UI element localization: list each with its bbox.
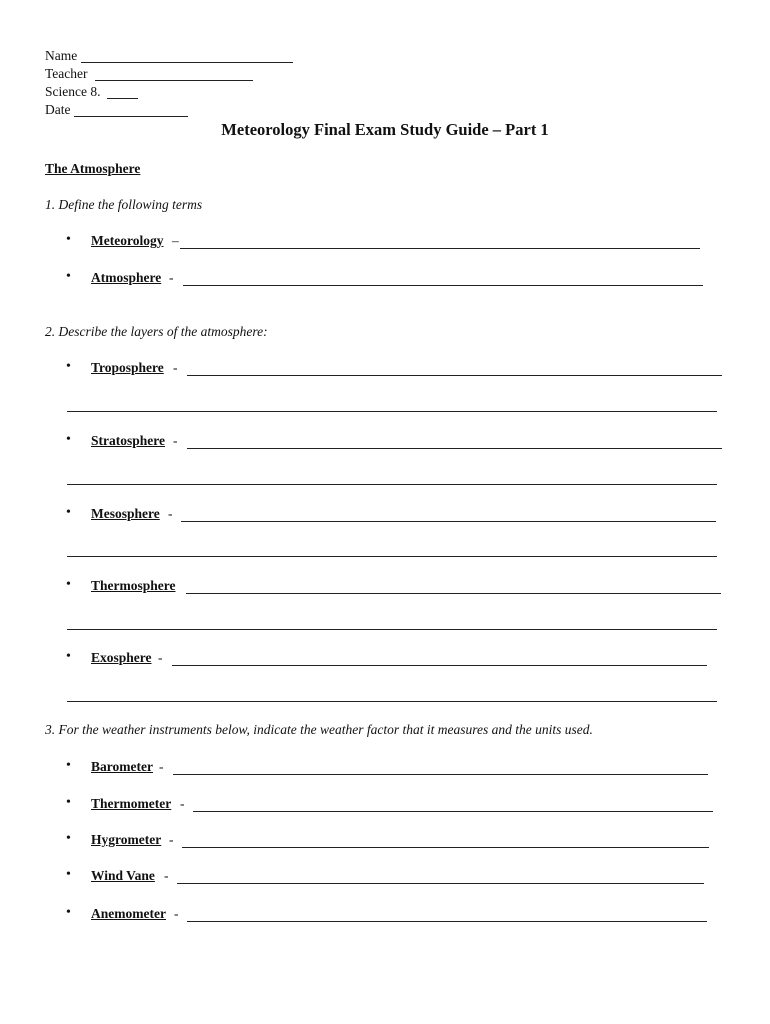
- date-field[interactable]: [74, 116, 188, 117]
- teacher-field[interactable]: [95, 80, 253, 81]
- q2-prompt: 2. Describe the layers of the atmosphere:: [45, 324, 268, 339]
- bullet-icon: •: [66, 831, 71, 846]
- name-field[interactable]: [81, 62, 293, 63]
- teacher-label: Teacher: [45, 66, 88, 81]
- bullet-icon: •: [66, 905, 71, 920]
- term-separator: -: [173, 360, 178, 375]
- bullet-icon: •: [66, 867, 71, 882]
- answer-line-thermosphere-2[interactable]: [67, 629, 717, 630]
- term-stratosphere: Stratosphere: [91, 433, 165, 448]
- q3-prompt: 3. For the weather instruments below, indicate the weather factor that it measures and the units used.: [45, 722, 593, 737]
- answer-line-anemometer[interactable]: [187, 921, 707, 922]
- term-meteorology: Meteorology: [91, 233, 164, 248]
- bullet-icon: •: [66, 359, 71, 374]
- term-separator: -: [168, 506, 173, 521]
- answer-line-atmosphere[interactable]: [183, 285, 703, 286]
- term-separator: -: [169, 832, 174, 847]
- page-title: Meteorology Final Exam Study Guide – Part 1: [221, 120, 549, 139]
- bullet-icon: •: [66, 649, 71, 664]
- term-atmosphere: Atmosphere: [91, 270, 162, 285]
- term-hygrometer: Hygrometer: [91, 832, 162, 847]
- bullet-icon: •: [66, 269, 71, 284]
- bullet-icon: •: [66, 432, 71, 447]
- bullet-icon: •: [66, 232, 71, 247]
- term-separator: -: [173, 433, 178, 448]
- term-barometer: Barometer: [91, 759, 153, 774]
- bullet-icon: •: [66, 758, 71, 773]
- answer-line-mesosphere-2[interactable]: [67, 556, 717, 557]
- answer-line-stratosphere-2[interactable]: [67, 484, 717, 485]
- answer-line-troposphere[interactable]: [187, 375, 722, 376]
- answer-line-barometer[interactable]: [173, 774, 708, 775]
- answer-line-meteorology[interactable]: [180, 248, 700, 249]
- name-label: Name: [45, 48, 78, 63]
- answer-line-exosphere[interactable]: [172, 665, 707, 666]
- answer-line-hygrometer[interactable]: [182, 847, 709, 848]
- answer-line-thermometer[interactable]: [193, 811, 713, 812]
- term-separator: -: [164, 868, 169, 883]
- answer-line-thermosphere[interactable]: [186, 593, 721, 594]
- bullet-icon: •: [66, 577, 71, 592]
- term-separator: -: [169, 270, 174, 285]
- section-heading: The Atmosphere: [45, 161, 141, 176]
- term-mesosphere: Mesosphere: [91, 506, 160, 521]
- term-exosphere: Exosphere: [91, 650, 152, 665]
- term-separator: -: [158, 650, 163, 665]
- science-label: Science 8.: [45, 84, 101, 99]
- term-wind-vane: Wind Vane: [91, 868, 155, 883]
- bullet-icon: •: [66, 505, 71, 520]
- answer-line-mesosphere[interactable]: [181, 521, 716, 522]
- term-thermometer: Thermometer: [91, 796, 172, 811]
- term-separator: -: [174, 906, 179, 921]
- answer-line-wind-vane[interactable]: [177, 883, 704, 884]
- term-separator: -: [159, 759, 164, 774]
- answer-line-stratosphere[interactable]: [187, 448, 722, 449]
- answer-line-troposphere-2[interactable]: [67, 411, 717, 412]
- answer-line-exosphere-2[interactable]: [67, 701, 717, 702]
- bullet-icon: •: [66, 795, 71, 810]
- term-separator: –: [172, 233, 179, 248]
- term-separator: -: [180, 796, 185, 811]
- term-thermosphere: Thermosphere: [91, 578, 176, 593]
- term-troposphere: Troposphere: [91, 360, 164, 375]
- date-label: Date: [45, 102, 71, 117]
- q1-prompt: 1. Define the following terms: [45, 197, 203, 212]
- science-field[interactable]: [107, 98, 138, 99]
- term-anemometer: Anemometer: [91, 906, 166, 921]
